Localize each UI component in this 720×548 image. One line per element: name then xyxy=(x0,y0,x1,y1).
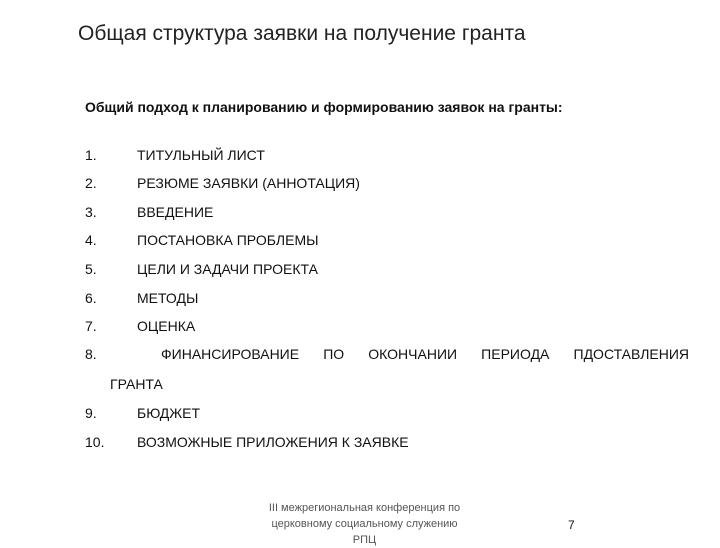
list-item-text: ВОЗМОЖНЫЕ ПРИЛОЖЕНИЯ К ЗАЯВКЕ xyxy=(137,434,409,450)
list-item xyxy=(85,346,689,362)
list-item-number: 5. xyxy=(85,261,97,277)
list-item-text: БЮДЖЕТ xyxy=(137,405,201,421)
list-item-number: 10. xyxy=(85,434,105,450)
list-item xyxy=(85,405,200,421)
list-item-number: 9. xyxy=(85,405,97,421)
page-number: 7 xyxy=(568,518,575,532)
list-item xyxy=(85,290,198,306)
footer-note xyxy=(252,500,477,548)
list-item-text-continuation: ГРАНТА xyxy=(110,376,163,392)
list-item-text: ОЦЕНКА xyxy=(137,318,196,334)
list-item-number: 2. xyxy=(85,175,97,191)
list-item-number: 6. xyxy=(85,290,97,306)
list-item-number: 1. xyxy=(85,147,97,163)
list-item xyxy=(85,232,319,248)
list-item xyxy=(85,204,213,220)
list-item xyxy=(85,147,265,163)
list-item xyxy=(85,261,318,277)
list-item-text: ПОСТАНОВКА ПРОБЛЕМЫ xyxy=(137,232,319,248)
list-item-number: 3. xyxy=(85,204,97,220)
list-item-text: РЕЗЮМЕ ЗАЯВКИ (АННОТАЦИЯ) xyxy=(137,175,360,191)
slide-subtitle: Общий подход к планированию и формированию заявок на гранты: xyxy=(85,99,563,115)
footer-note-line: РПЦ xyxy=(352,534,377,546)
list-item-text: ФИНАНСИРОВАНИЕ ПО ОКОНЧАНИИ ПЕРИОДА ПДОСТАВЛЕНИЯ xyxy=(161,346,689,362)
list-item xyxy=(85,175,360,191)
list-item-number: 8. xyxy=(85,346,97,362)
list-item-number: 4. xyxy=(85,232,97,248)
list-item-number: 7. xyxy=(85,318,97,334)
list-item-text: ЦЕЛИ И ЗАДАЧИ ПРОЕКТА xyxy=(137,261,318,277)
list-item-text: ТИТУЛЬНЫЙ ЛИСТ xyxy=(137,147,265,163)
list-item-text: ВВЕДЕНИЕ xyxy=(137,204,214,220)
list-item-text: МЕТОДЫ xyxy=(137,290,199,306)
list-item xyxy=(85,434,409,450)
list-item xyxy=(85,318,195,334)
footer-note-line: III межрегиональная конференция по xyxy=(268,502,461,514)
slide-title: Общая структура заявки на получение гранта xyxy=(78,22,526,45)
footer-note-line: церковному социальному служению xyxy=(271,518,458,530)
